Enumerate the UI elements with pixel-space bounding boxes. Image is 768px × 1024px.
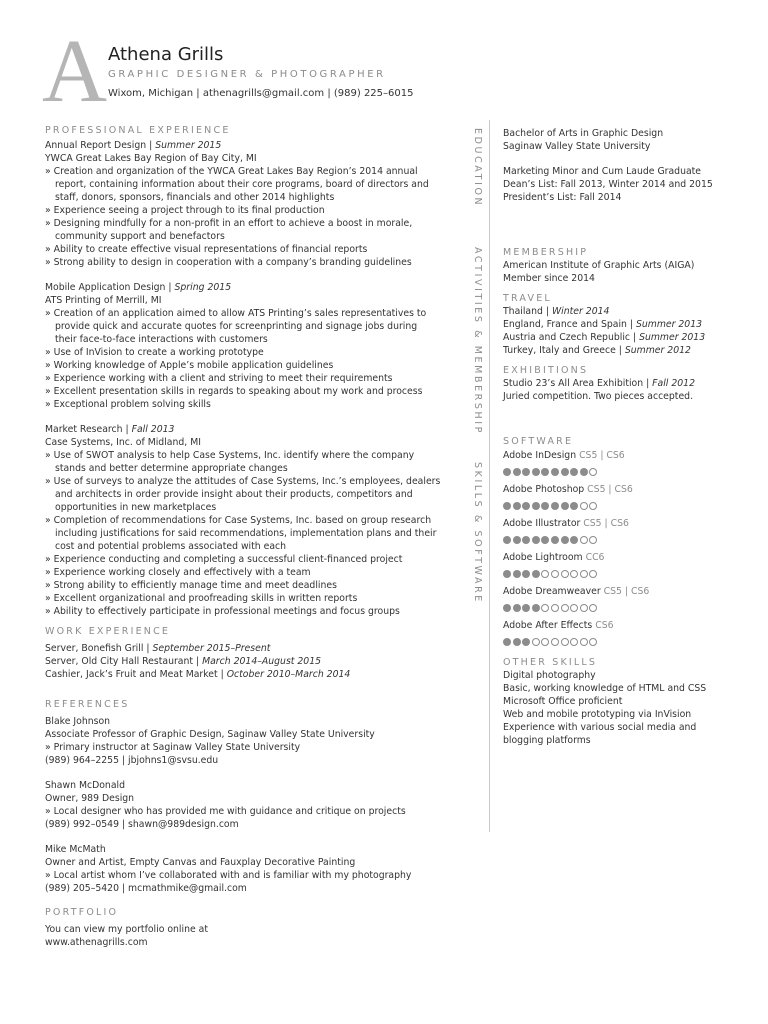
software-list <box>503 449 753 646</box>
rating-dot-filled <box>522 604 530 612</box>
applicant-name: Athena Grills <box>108 44 224 65</box>
rating-dot-filled <box>532 502 540 510</box>
other-skill: Experience with various social media and <box>503 722 697 733</box>
reference-note: » Local artist whom I’ve collaborated with and is familiar with my photography <box>45 870 412 881</box>
activities-vertical-label: ACTIVITIES & MEMBERSHIP <box>472 247 483 435</box>
rating-dot-filled <box>561 468 569 476</box>
job-bullet: » Strong ability to efficiently manage time and meet deadlines <box>45 580 337 591</box>
rating-dot-empty <box>561 570 569 578</box>
reference-name: Shawn McDonald <box>45 780 125 791</box>
reference-contact: (989) 205–5420 | mcmathmike@gmail.com <box>45 883 247 894</box>
software-name-line <box>503 551 753 564</box>
rating-dot-filled <box>570 536 578 544</box>
travel-entry <box>503 331 753 344</box>
skills-vertical-label: SKILLS & SOFTWARE <box>472 462 483 604</box>
rating-dot-empty <box>570 638 578 646</box>
work-position: Cashier, Jack’s Fruit and Meat Market | <box>45 669 227 680</box>
rating-dot-filled <box>570 502 578 510</box>
software-name-line <box>503 585 753 598</box>
skill-rating <box>503 638 753 646</box>
rating-dot-empty <box>541 570 549 578</box>
job-bullet: » Experience conducting and completing a successful client-financed project <box>45 554 403 565</box>
job-bullet: » Exceptional problem solving skills <box>45 399 211 410</box>
travel-date: Summer 2012 <box>624 345 691 356</box>
work-entry <box>45 655 465 668</box>
job-bullet: » Excellent presentation skills in regards to speaking about my work and process <box>45 386 423 397</box>
travel-destination: Thailand | <box>503 306 552 317</box>
skill-rating <box>503 536 753 544</box>
software-name: Adobe After Effects <box>503 620 596 631</box>
portfolio-heading: PORTFOLIO <box>45 907 119 918</box>
other-skill: Web and mobile prototyping via InVision <box>503 709 692 720</box>
job-bullet-continuation: staff, donors, sponsors, financials and other 2014 highlights <box>55 192 335 203</box>
reference-title: Owner, 989 Design <box>45 793 135 804</box>
exhibitions-heading: EXHIBITIONS <box>503 365 589 376</box>
software-version: CC6 <box>585 552 605 563</box>
reference-contact: (989) 964–2255 | jbjohns1@svsu.edu <box>45 755 219 766</box>
reference-note: » Primary instructor at Saginaw Valley State University <box>45 742 301 753</box>
software-entry <box>503 483 753 510</box>
other-skill: Basic, working knowledge of HTML and CSS <box>503 683 707 694</box>
job-org: YWCA Great Lakes Bay Region of Bay City, MI <box>45 153 257 164</box>
portfolio-text: You can view my portfolio online at <box>45 924 208 935</box>
work-entry <box>45 668 465 681</box>
software-name-line <box>503 517 753 530</box>
rating-dot-empty <box>551 604 559 612</box>
references-heading: REFERENCES <box>45 699 130 710</box>
job-bullet: » Ability to create effective visual representations of financial reports <box>45 244 368 255</box>
software-name: Adobe InDesign <box>503 450 580 461</box>
rating-dot-filled <box>513 536 521 544</box>
job-org: ATS Printing of Merrill, MI <box>45 295 162 306</box>
travel-destination: Austria and Czech Republic | <box>503 332 640 343</box>
skill-rating <box>503 570 753 578</box>
reference-name: Mike McMath <box>45 844 106 855</box>
rating-dot-empty <box>580 638 588 646</box>
job-bullet: » Experience working with a client and striving to meet their requirements <box>45 373 393 384</box>
travel-entry <box>503 305 753 318</box>
membership-since: Member since 2014 <box>503 273 595 284</box>
university: Saginaw Valley State University <box>503 141 651 152</box>
monogram-logo: A <box>42 22 107 121</box>
job-bullet: » Use of InVision to create a working prototype <box>45 347 264 358</box>
job-role: Mobile Application Design | <box>45 282 175 293</box>
rating-dot-empty <box>589 570 597 578</box>
travel-date: Summer 2013 <box>635 319 703 330</box>
travel-destination: England, France and Spain | <box>503 319 636 330</box>
rating-dot-filled <box>513 638 521 646</box>
work-dates: September 2015–Present <box>152 643 271 654</box>
exhibition-entry <box>503 377 753 390</box>
other-skills-heading: OTHER SKILLS <box>503 657 598 668</box>
reference-title: Associate Professor of Graphic Design, Saginaw Valley State University <box>45 729 375 740</box>
job-entry <box>45 139 465 269</box>
job-bullet-continuation: their face-to-face interactions with customers <box>55 334 268 345</box>
rating-dot-empty <box>580 570 588 578</box>
job-bullet: » Completion of recommendations for Case Systems, Inc. based on group research <box>45 515 432 526</box>
software-name-line <box>503 483 753 496</box>
software-heading: SOFTWARE <box>503 436 574 447</box>
rating-dot-empty <box>589 502 597 510</box>
job-bullet: » Designing mindfully for a non-profit in an effort to achieve a boost in morale, <box>45 218 413 229</box>
job-role: Annual Report Design | <box>45 140 156 151</box>
rating-dot-empty <box>532 638 540 646</box>
rating-dot-filled <box>551 536 559 544</box>
rating-dot-filled <box>503 468 511 476</box>
rating-dot-empty <box>570 570 578 578</box>
job-bullet: » Use of surveys to analyze the attitudes of Case Systems, Inc.’s employees, dealers <box>45 476 441 487</box>
job-date: Spring 2015 <box>174 282 232 293</box>
software-name: Adobe Dreamweaver <box>503 586 604 597</box>
applicant-title: GRAPHIC DESIGNER & PHOTOGRAPHER <box>108 69 386 80</box>
rating-dot-filled <box>522 502 530 510</box>
job-bullet: » Experience working closely and effectively with a team <box>45 567 311 578</box>
job-role-line <box>45 423 465 436</box>
reference-entry <box>45 715 465 767</box>
job-date: Summer 2015 <box>155 140 222 151</box>
rating-dot-empty <box>589 638 597 646</box>
rating-dot-empty <box>589 468 597 476</box>
job-list <box>45 139 465 618</box>
rating-dot-filled <box>532 468 540 476</box>
column-divider <box>489 120 490 832</box>
exhibition-note: Juried competition. Two pieces accepted. <box>503 391 694 402</box>
software-name: Adobe Illustrator <box>503 518 584 529</box>
other-skill: Microsoft Office proficient <box>503 696 623 707</box>
job-bullet: » Ability to effectively participate in professional meetings and focus groups <box>45 606 400 617</box>
travel-heading: TRAVEL <box>503 293 552 304</box>
software-entry <box>503 551 753 578</box>
rating-dot-filled <box>541 502 549 510</box>
software-entry <box>503 517 753 544</box>
job-role-line <box>45 139 465 152</box>
rating-dot-filled <box>513 502 521 510</box>
job-bullet-continuation: stands and better determine appropriate changes <box>55 463 288 474</box>
work-position: Server, Old City Hall Restaurant | <box>45 656 203 667</box>
job-bullet-continuation: community support and benefactors <box>55 231 225 242</box>
job-entry <box>45 423 465 618</box>
work-experience-heading: WORK EXPERIENCE <box>45 626 171 637</box>
rating-dot-filled <box>522 570 530 578</box>
rating-dot-filled <box>580 468 588 476</box>
rating-dot-filled <box>503 604 511 612</box>
professional-experience-heading: PROFESSIONAL EXPERIENCE <box>45 125 231 136</box>
job-bullet: » Use of SWOT analysis to help Case Systems, Inc. identify where the company <box>45 450 415 461</box>
rating-dot-filled <box>503 536 511 544</box>
rating-dot-empty <box>551 570 559 578</box>
reference-note: » Local designer who has provided me with guidance and critique on projects <box>45 806 406 817</box>
job-bullet: » Excellent organizational and proofreading skills in written reports <box>45 593 358 604</box>
software-entry <box>503 619 753 646</box>
rating-dot-empty <box>551 638 559 646</box>
rating-dot-filled <box>561 536 569 544</box>
travel-date: Summer 2013 <box>639 332 706 343</box>
membership-org: American Institute of Graphic Arts (AIGA) <box>503 260 695 271</box>
software-name: Adobe Photoshop <box>503 484 588 495</box>
software-version: CS5 | CS6 <box>583 518 629 529</box>
rating-dot-filled <box>532 604 540 612</box>
rating-dot-filled <box>551 502 559 510</box>
rating-dot-filled <box>513 604 521 612</box>
job-role: Market Research | <box>45 424 132 435</box>
work-dates: October 2010–March 2014 <box>226 669 351 680</box>
other-skill: Digital photography <box>503 670 596 681</box>
rating-dot-empty <box>541 604 549 612</box>
rating-dot-filled <box>532 536 540 544</box>
rating-dot-filled <box>541 468 549 476</box>
reference-name: Blake Johnson <box>45 716 111 727</box>
other-skills-list <box>503 669 753 747</box>
job-bullet: » Experience seeing a project through to its final production <box>45 205 325 216</box>
job-bullet: » Creation and organization of the YWCA Great Lakes Bay Region’s 2014 annual <box>45 166 418 177</box>
reference-entry <box>45 779 465 831</box>
job-date: Fall 2013 <box>131 424 175 435</box>
travel-entry <box>503 344 753 357</box>
portfolio-link[interactable]: www.athenagrills.com <box>45 937 148 948</box>
travel-list <box>503 305 753 357</box>
job-bullet: » Strong ability to design in cooperation with a company’s branding guidelines <box>45 257 412 268</box>
rating-dot-empty <box>580 502 588 510</box>
work-entry <box>45 642 465 655</box>
reference-title: Owner and Artist, Empty Canvas and Fauxplay Decorative Painting <box>45 857 356 868</box>
software-entry <box>503 449 753 476</box>
software-name: Adobe Lightroom <box>503 552 586 563</box>
skill-rating <box>503 502 753 510</box>
presidents-list: President’s List: Fall 2014 <box>503 192 622 203</box>
job-bullet: » Working knowledge of Apple’s mobile application guidelines <box>45 360 334 371</box>
education-section <box>503 127 753 204</box>
rating-dot-filled <box>503 638 511 646</box>
rating-dot-filled <box>503 502 511 510</box>
job-bullet: » Creation of an application aimed to allow ATS Printing’s sales representatives to <box>45 308 427 319</box>
rating-dot-empty <box>589 604 597 612</box>
reference-contact: (989) 992–0549 | shawn@989design.com <box>45 819 239 830</box>
work-position: Server, Bonefish Grill | <box>45 643 153 654</box>
software-version: CS5 | CS6 <box>587 484 633 495</box>
reference-list <box>45 715 465 895</box>
software-entry <box>503 585 753 612</box>
work-list <box>45 642 465 681</box>
software-version: CS6 <box>595 620 614 631</box>
rating-dot-filled <box>561 502 569 510</box>
rating-dot-filled <box>522 638 530 646</box>
right-column <box>503 127 753 747</box>
exhibition-date: Fall 2012 <box>652 378 695 389</box>
rating-dot-empty <box>589 536 597 544</box>
membership-heading: MEMBERSHIP <box>503 247 589 258</box>
rating-dot-empty <box>561 638 569 646</box>
rating-dot-filled <box>522 536 530 544</box>
rating-dot-filled <box>513 468 521 476</box>
skill-rating <box>503 468 753 476</box>
rating-dot-empty <box>541 638 549 646</box>
software-version: CS5 | CS6 <box>579 450 625 461</box>
rating-dot-filled <box>532 570 540 578</box>
job-bullet-continuation: opportunities in new marketplaces <box>55 502 217 513</box>
rating-dot-filled <box>551 468 559 476</box>
travel-destination: Turkey, Italy and Greece | <box>503 345 625 356</box>
travel-date: Winter 2014 <box>551 306 610 317</box>
job-bullet-continuation: provide quick and accurate quotes for screenprinting and signage jobs during <box>55 321 418 332</box>
travel-entry <box>503 318 753 331</box>
degree: Bachelor of Arts in Graphic Design <box>503 128 664 139</box>
job-entry <box>45 281 465 411</box>
other-skill: blogging platforms <box>503 735 591 746</box>
deans-list: Dean’s List: Fall 2013, Winter 2014 and 2015 <box>503 179 713 190</box>
rating-dot-empty <box>561 604 569 612</box>
job-bullet-continuation: report, containing information about their core programs, board of directors and <box>55 179 429 190</box>
job-org: Case Systems, Inc. of Midland, MI <box>45 437 201 448</box>
software-version: CS5 | CS6 <box>603 586 650 597</box>
reference-entry <box>45 843 465 895</box>
minor: Marketing Minor and Cum Laude Graduate <box>503 166 702 177</box>
job-role-line <box>45 281 465 294</box>
rating-dot-filled <box>570 468 578 476</box>
rating-dot-empty <box>580 604 588 612</box>
job-bullet-continuation: including justifications for said recommendations, implementation plans and their <box>55 528 437 539</box>
job-bullet-continuation: and architects in order provide insight about their products, competitors and <box>55 489 413 500</box>
rating-dot-empty <box>580 536 588 544</box>
rating-dot-empty <box>570 604 578 612</box>
education-vertical-label: EDUCATION <box>472 128 483 208</box>
exhibition-name: Studio 23’s All Area Exhibition | <box>503 378 653 389</box>
work-dates: March 2014–August 2015 <box>202 656 322 667</box>
software-name-line <box>503 449 753 462</box>
left-column <box>45 124 465 949</box>
rating-dot-filled <box>513 570 521 578</box>
skill-rating <box>503 604 753 612</box>
rating-dot-filled <box>541 536 549 544</box>
job-bullet-continuation: cost and potential problems associated with each <box>55 541 287 552</box>
rating-dot-filled <box>503 570 511 578</box>
contact-info: Wixom, Michigan | athenagrills@gmail.com | (989) 225–6015 <box>108 88 414 99</box>
software-name-line <box>503 619 753 632</box>
rating-dot-filled <box>522 468 530 476</box>
